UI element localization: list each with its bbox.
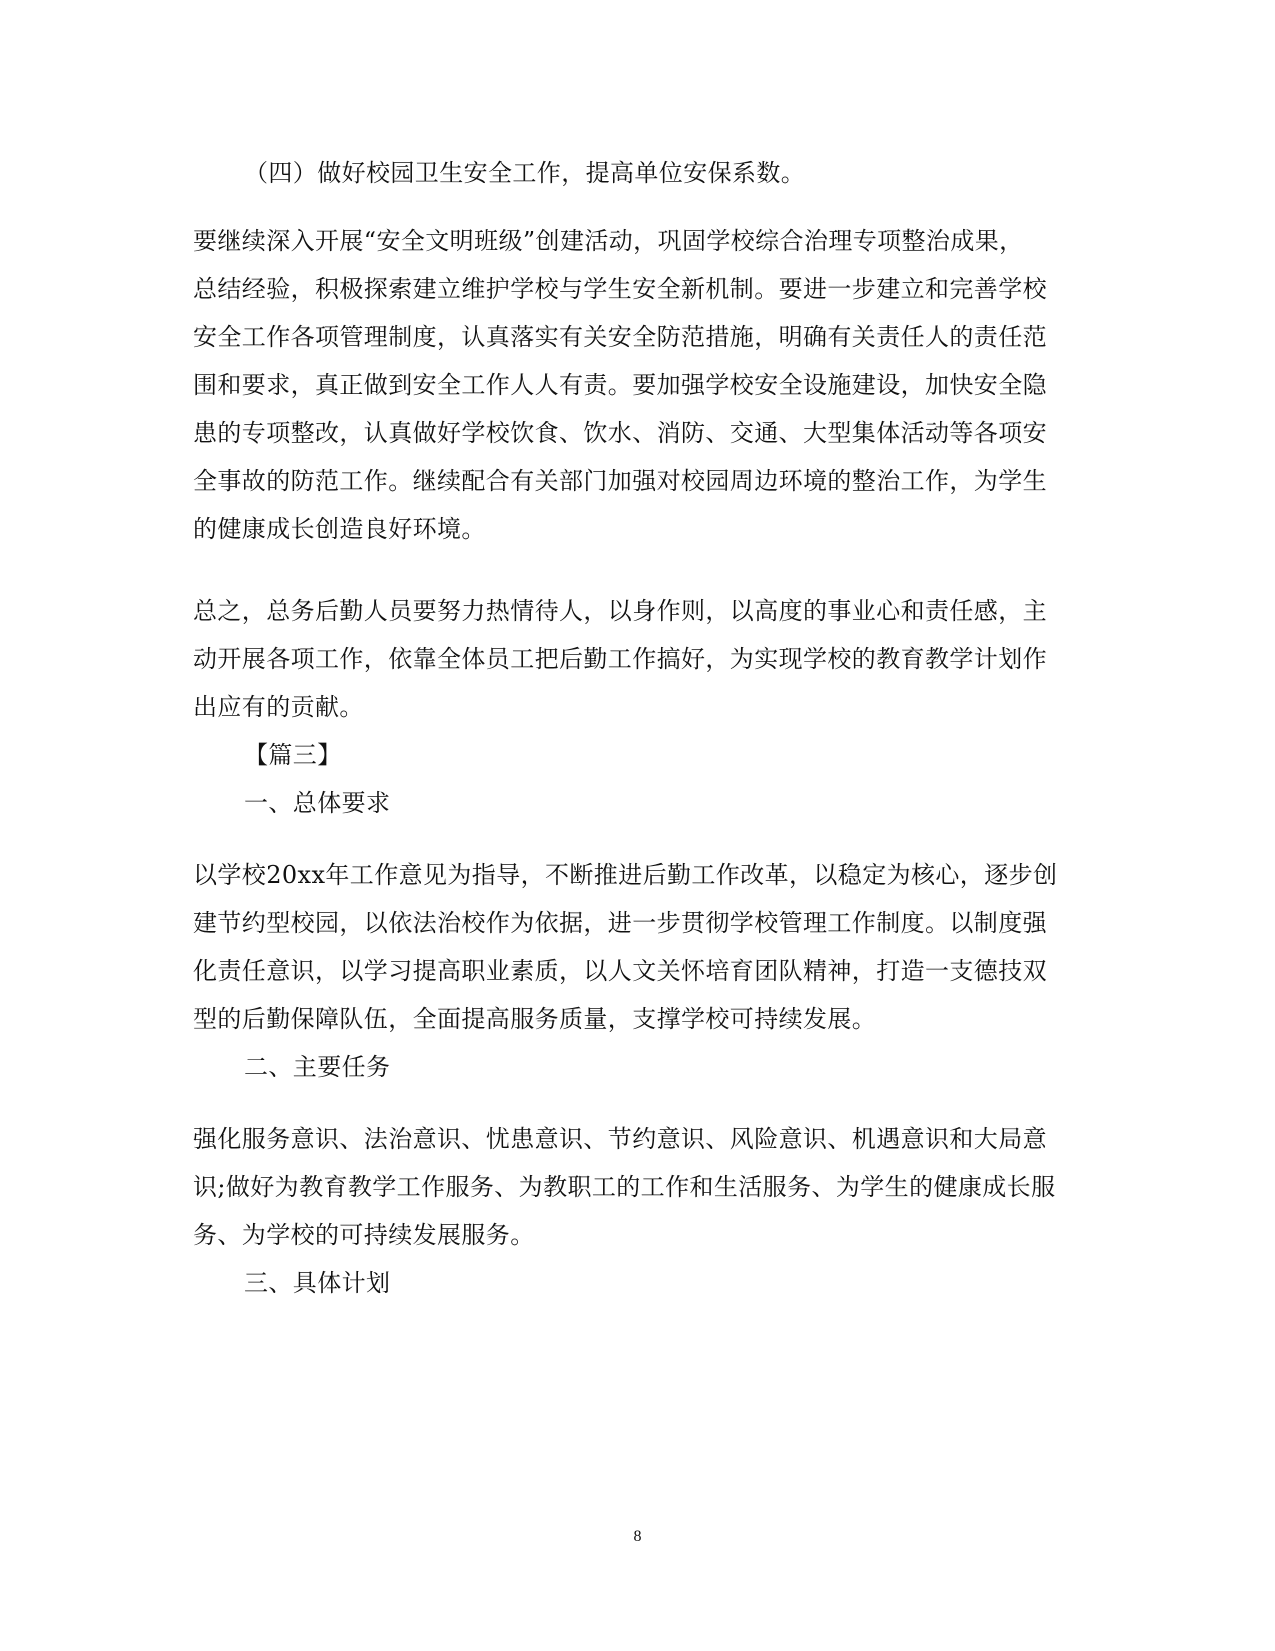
paragraph-line: 化责任意识，以学习提高职业素质，以人文关怀培育团队精神，打造一支德技双	[193, 957, 1047, 985]
heading-two: 二、主要任务	[244, 1053, 391, 1081]
heading-one: 一、总体要求	[244, 789, 391, 817]
paragraph-line: 全事故的防范工作。继续配合有关部门加强对校园周边环境的整治工作，为学生	[193, 467, 1047, 495]
paragraph-line: 建节约型校园，以依法治校作为依据，进一步贯彻学校管理工作制度。以制度强	[193, 909, 1047, 937]
paragraph-line: 安全工作各项管理制度，认真落实有关安全防范措施，明确有关责任人的责任范	[193, 323, 1047, 351]
paragraph-line: 出应有的贡献。	[193, 693, 364, 721]
paragraph-line: 务、为学校的可持续发展服务。	[193, 1221, 535, 1249]
paragraph-line: 总之，总务后勤人员要努力热情待人，以身作则，以高度的事业心和责任感，主	[193, 597, 1047, 625]
section-title: 【篇三】	[244, 741, 342, 769]
paragraph-line: 强化服务意识、法治意识、忧患意识、节约意识、风险意识、机遇意识和大局意	[193, 1125, 1047, 1153]
paragraph-line: 要继续深入开展“安全文明班级”创建活动，巩固学校综合治理专项整治成果，	[193, 227, 1024, 255]
paragraph-line: 识;做好为教育教学工作服务、为教职工的工作和生活服务、为学生的健康成长服	[193, 1173, 1056, 1201]
paragraph-line: 以学校20xx年工作意见为指导，不断推进后勤工作改革，以稳定为核心，逐步创	[193, 861, 1058, 889]
paragraph-line: 围和要求，真正做到安全工作人人有责。要加强学校安全设施建设，加快安全隐	[193, 371, 1047, 399]
paragraph-line: 型的后勤保障队伍，全面提高服务质量，支撑学校可持续发展。	[193, 1005, 877, 1033]
paragraph-line: 动开展各项工作，依靠全体员工把后勤工作搞好，为实现学校的教育教学计划作	[193, 645, 1047, 673]
paragraph-line: 总结经验，积极探索建立维护学校与学生安全新机制。要进一步建立和完善学校	[193, 275, 1047, 303]
heading-three: 三、具体计划	[244, 1269, 391, 1297]
page-number: 8	[633, 1528, 642, 1545]
heading-four: （四）做好校园卫生安全工作，提高单位安保系数。	[244, 159, 806, 187]
paragraph-line: 患的专项整改，认真做好学校饮食、饮水、消防、交通、大型集体活动等各项安	[193, 419, 1047, 447]
paragraph-line: 的健康成长创造良好环境。	[193, 515, 486, 543]
